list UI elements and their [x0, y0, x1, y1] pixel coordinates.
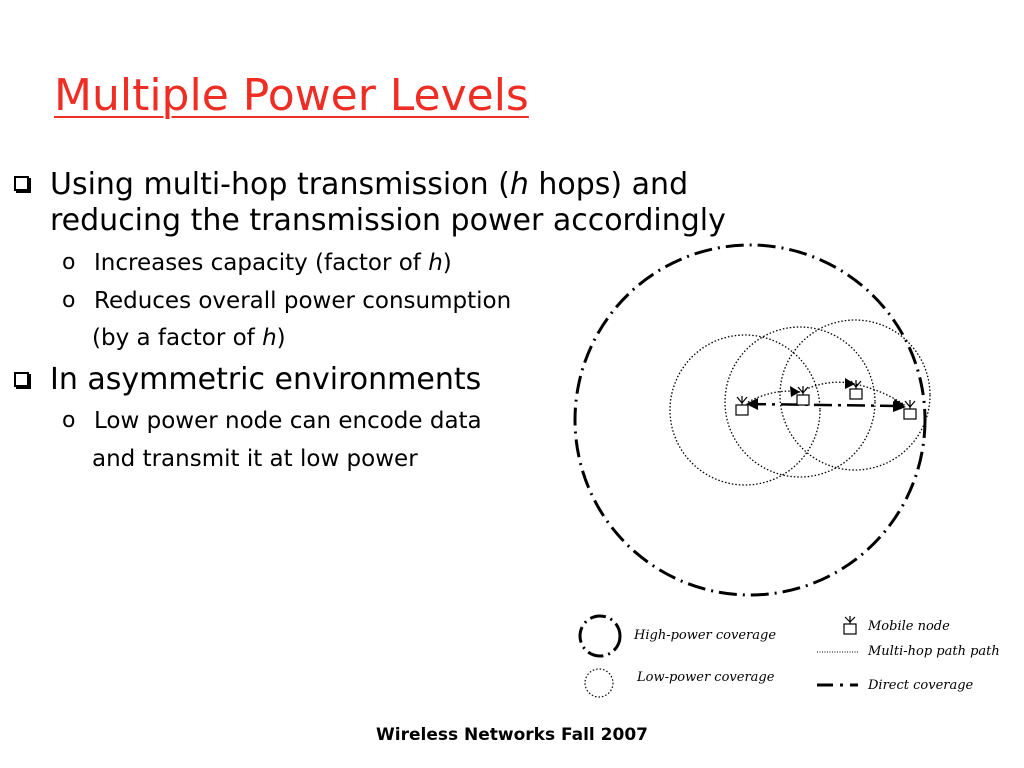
sub-bullet-1-2-line-1: Reduces overall power consumption — [94, 288, 512, 314]
legend-mobile-node-label: Mobile node — [868, 619, 950, 634]
sub-bullet-marker: o — [62, 408, 76, 433]
direct-coverage-path — [748, 404, 900, 406]
sub-bullet-marker: o — [62, 288, 76, 313]
mobile-node-icon — [850, 380, 862, 399]
bullet-1-text-b: hops) and — [528, 167, 689, 202]
multi-hop-path — [748, 382, 905, 405]
sub-bullet-2-1-line-2: and transmit it at low power — [92, 446, 418, 472]
sub-bullet-1-2-variable: h — [262, 325, 277, 351]
bullet-2-line-1: In asymmetric environments — [50, 362, 482, 397]
legend-mobile-node-icon — [844, 616, 856, 634]
sub-bullet-2-1-line-1: Low power node can encode data — [94, 408, 482, 434]
bullet-1-text-a: Using multi-hop transmission ( — [50, 167, 510, 202]
legend-high-power-icon — [580, 616, 620, 656]
bullet-1-variable: h — [509, 167, 529, 202]
mobile-node-icon — [904, 400, 916, 419]
mobile-node-icon — [797, 386, 809, 405]
sub-bullet-1-2-text: (by a factor of — [92, 325, 263, 351]
sub-bullet-1-1-close: ) — [442, 250, 452, 276]
slide-footer: Wireless Networks Fall 2007 — [376, 725, 648, 745]
legend-high-power-label: High-power coverage — [634, 628, 777, 643]
sub-bullet-1-1-variable: h — [428, 250, 443, 276]
legend-low-power-icon — [585, 669, 613, 697]
sub-bullet-1-2-close: ) — [276, 325, 286, 351]
legend-direct-label: Direct coverage — [868, 678, 974, 693]
slide-title: Multiple Power Levels — [54, 70, 529, 121]
legend-low-power-label: Low-power coverage — [637, 670, 775, 685]
sub-bullet-1-1-text: Increases capacity (factor of — [94, 250, 429, 276]
legend-multi-hop-label: Multi-hop path path — [868, 644, 1000, 659]
sub-bullet-marker: o — [62, 250, 76, 275]
bullet-1-line-2: reducing the transmission power accordingly — [50, 203, 726, 238]
mobile-node-icon — [736, 396, 748, 415]
